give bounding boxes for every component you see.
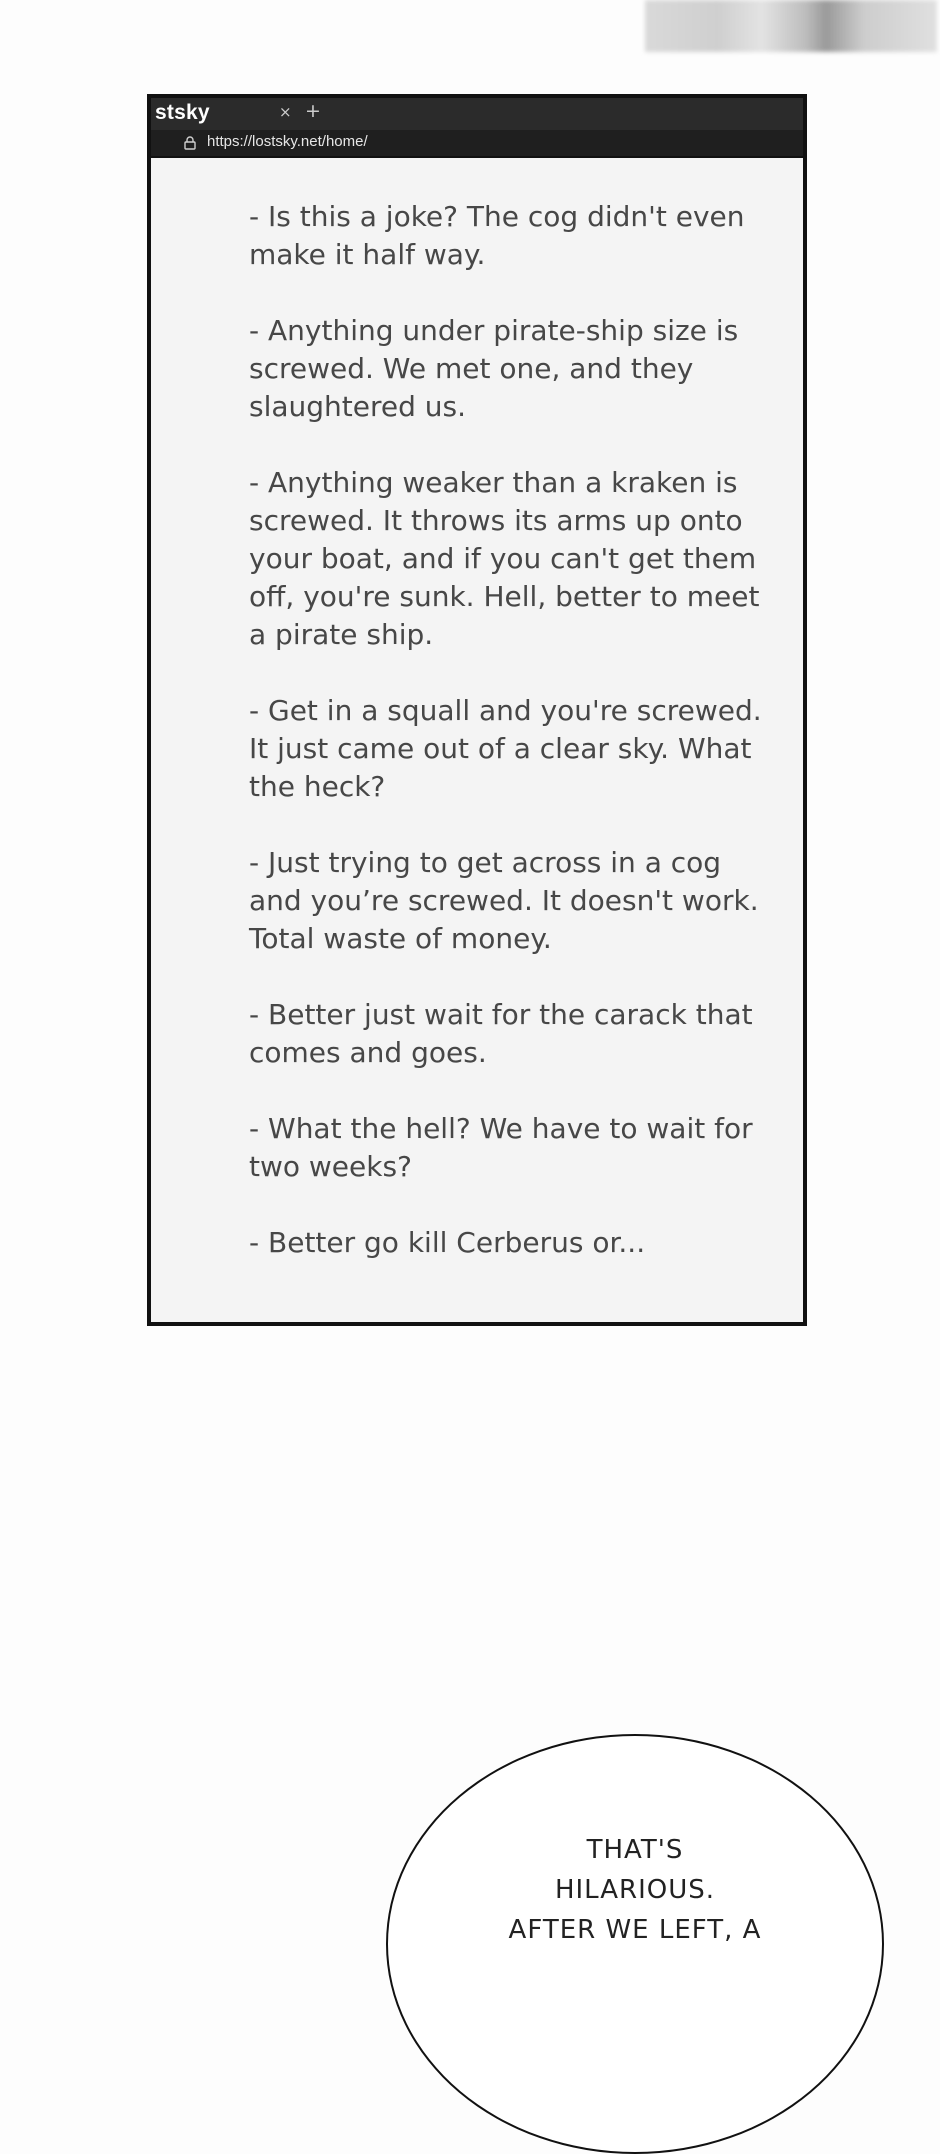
speech-bubble-text <box>386 1830 884 1950</box>
tab-title[interactable]: stsky <box>155 101 210 124</box>
post: - Is this a joke? The cog didn't even make it half way. <box>249 200 745 271</box>
post: - Better just wait for the carack that comes and goes. <box>249 998 753 1069</box>
speech-line: HILARIOUS. <box>554 1875 716 1905</box>
lock-icon <box>184 136 196 150</box>
post: - What the hell? We have to wait for two weeks? <box>249 1112 753 1183</box>
post: - Better go kill Cerberus or... <box>249 1226 646 1259</box>
forum-posts <box>249 198 769 1300</box>
url-text[interactable]: https://lostsky.net/home/ <box>207 133 368 150</box>
post: - Just trying to get across in a cog and you’re screwed. It doesn't work. Total waste of money. <box>249 846 759 955</box>
post: - Anything weaker than a kraken is screwed. It throws its arms up onto your boat, and if you can't get them off, you're sunk. Hell, better to meet a pirate ship. <box>249 466 760 651</box>
speech-line: AFTER WE LEFT, A <box>508 1915 762 1945</box>
speech-line: THAT'S <box>586 1835 684 1865</box>
post: - Get in a squall and you're screwed. It just came out of a clear sky. What the heck? <box>249 694 762 803</box>
address-bar[interactable] <box>151 130 803 158</box>
post: - Anything under pirate-ship size is screwed. We met one, and they slaughtered us. <box>249 314 739 423</box>
blurred-header-strip <box>645 0 937 52</box>
close-tab-icon[interactable]: × <box>279 103 292 121</box>
browser-window <box>147 94 807 1326</box>
new-tab-icon[interactable]: + <box>305 100 321 122</box>
tab-bar <box>151 98 803 130</box>
